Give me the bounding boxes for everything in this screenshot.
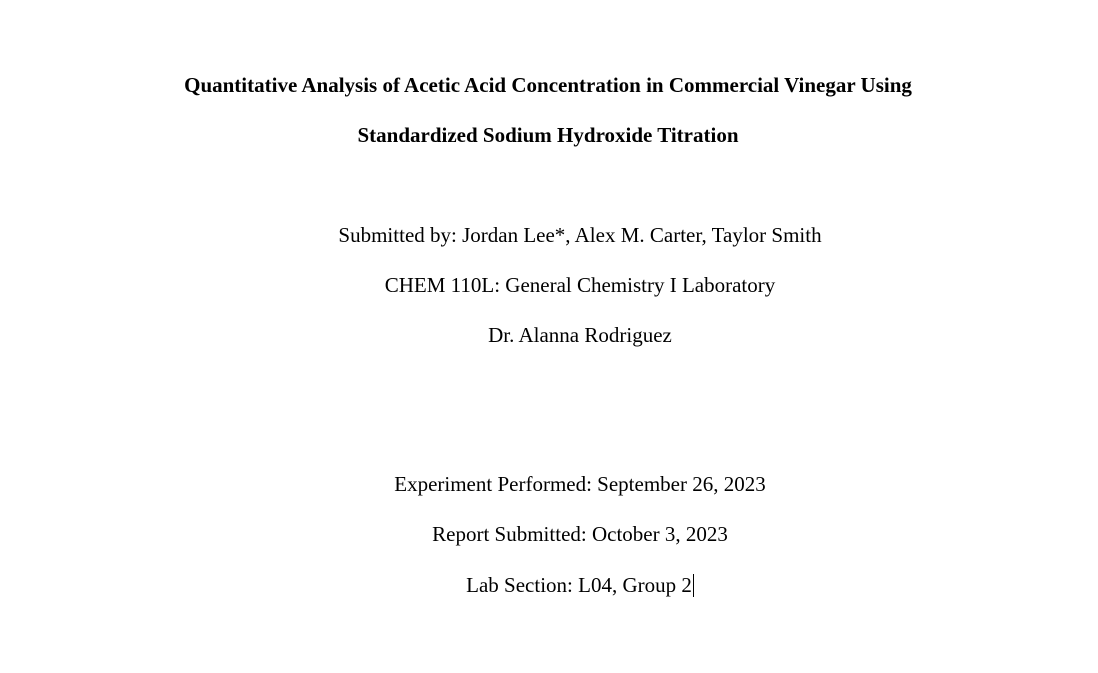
title-line-1: Quantitative Analysis of Acetic Acid Concentration in Commercial Vinegar Using [184,73,912,97]
title-line-2: Standardized Sodium Hydroxide Titration [357,123,739,147]
experiment-performed-date: Experiment Performed: September 26, 2023 [394,472,766,496]
text-cursor [693,574,694,597]
report-submitted-date: Report Submitted: October 3, 2023 [432,522,728,546]
submitted-by: Submitted by: Jordan Lee*, Alex M. Carter, Taylor Smith [338,223,822,247]
course-name: CHEM 110L: General Chemistry I Laboratory [384,273,776,297]
instructor-name: Dr. Alanna Rodriguez [488,323,672,347]
lab-section: Lab Section: L04, Group 2 [466,573,692,597]
lab-section-line [64,574,1096,597]
